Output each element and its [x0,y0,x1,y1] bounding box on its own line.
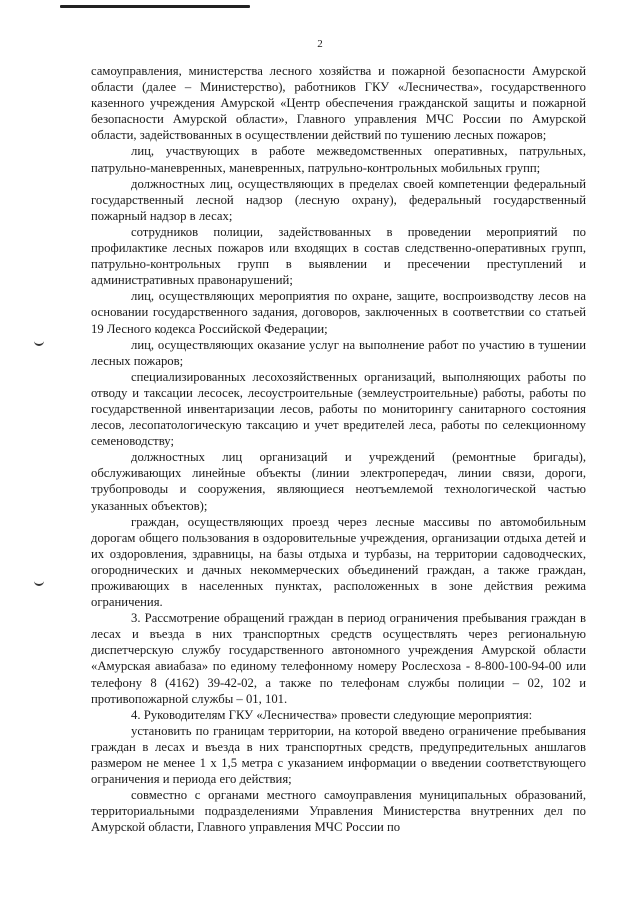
paragraph: лиц, осуществляющих мероприятия по охране, защите, воспроизводству лесов на основании государственного задания, договоров, заключенных в соответствии со статьей 19 Лесного кодекса Российской Федерации; [91,289,586,336]
paragraph: должностных лиц организаций и учреждений (ремонтные бригады), обслуживающих линейные объекты (линии электропередач, линии связи, дороги, трубопроводы и сооружения, являющиеся неотъемлемой технологической частью указанных объектов); [91,450,586,513]
paragraph: должностных лиц, осуществляющих в пределах своей компетенции федеральный государственный лесной надзор (лесную охрану), федеральный государственный пожарный надзор в лесах; [91,176,586,223]
paragraph: сотрудников полиции, задействованных в проведении мероприятий по профилактике лесных пожаров или входящих в состав следственно-оперативных групп, патрульно-контрольных групп в выявлении и пресечении преступлений и административных правонарушений; [91,224,586,288]
paragraph: специализированных лесохозяйственных организаций, выполняющих работы по отводу и таксации лесосек, лесоустроительные (землеустроительные) работы, работы по государственной инвентаризации лесов, работы по мониторингу санитарного состояния лесов, лесопатологическую таксацию и учет вредителей леса, работы по селекционному семеноводству; [91,369,586,449]
binding-hole-mark [34,578,44,586]
paragraph: лиц, участвующих в работе межведомственных оперативных, патрульных, патрульно-маневренных, маневренных, патрульно-контрольных мобильных групп; [91,144,586,175]
binding-hole-mark [34,338,44,346]
paragraph: лиц, осуществляющих оказание услуг на выполнение работ по участию в тушении лесных пожаров; [91,337,586,368]
paragraph: самоуправления, министерства лесного хозяйства и пожарной безопасности Амурской области (далее – Министерство), работников ГКУ «Лесничества», государственного казенного учреждения Амурской «Центр обеспечения гражданской защиты и пожарной безопасности Амурской области», Главного управления МЧС России по Амурской области, задействованных в осуществлении действий по тушению лесных пожаров; [91,64,586,143]
paragraph: установить по границам территории, на которой введено ограничение пребывания граждан в лесах и въезда в них транспортных средств, предупредительных аншлагов размером не менее 1 х 1,5 метра с указанием информации о введении соответствующего ограничения и периода его действия; [91,723,586,787]
header-rule [60,5,250,8]
document-body [91,63,586,836]
paragraph: совместно с органами местного самоуправления муниципальных образований, территориальными подразделениями Управления Министерства внутренних дел по Амурской области, Главного управления МЧС России по [91,788,586,835]
paragraph: 3. Рассмотрение обращений граждан в период ограничения пребывания граждан в лесах и въезда в них транспортных средств осуществлять через региональную диспетчерскую службу государственного автономного учреждения Амурской области «Амурская авиабаза» по единому телефонному номеру Рослесхоза - 8-800-100-94-00 или телефону 8 (4162) 39-42-02, а также по телефонам службы полиции – 02, 102 и противопожарной службы – 01, 101. [91,611,586,706]
paragraph: 4. Руководителям ГКУ «Лесничества» провести следующие мероприятия: [131,707,533,722]
paragraph: граждан, осуществляющих проезд через лесные массивы по автомобильным дорогам общего пользования в оздоровительные учреждения, организации отдыха детей и их оздоровления, здравницы, на базы отдыха и турбазы, на территории садоводческих, огороднических и дачных некоммерческих объединений граждан, а также граждан, проживающих в населенных пунктах, расположенных в зоне действия режима ограничения. [91,514,586,610]
page-number: 2 [317,38,323,50]
